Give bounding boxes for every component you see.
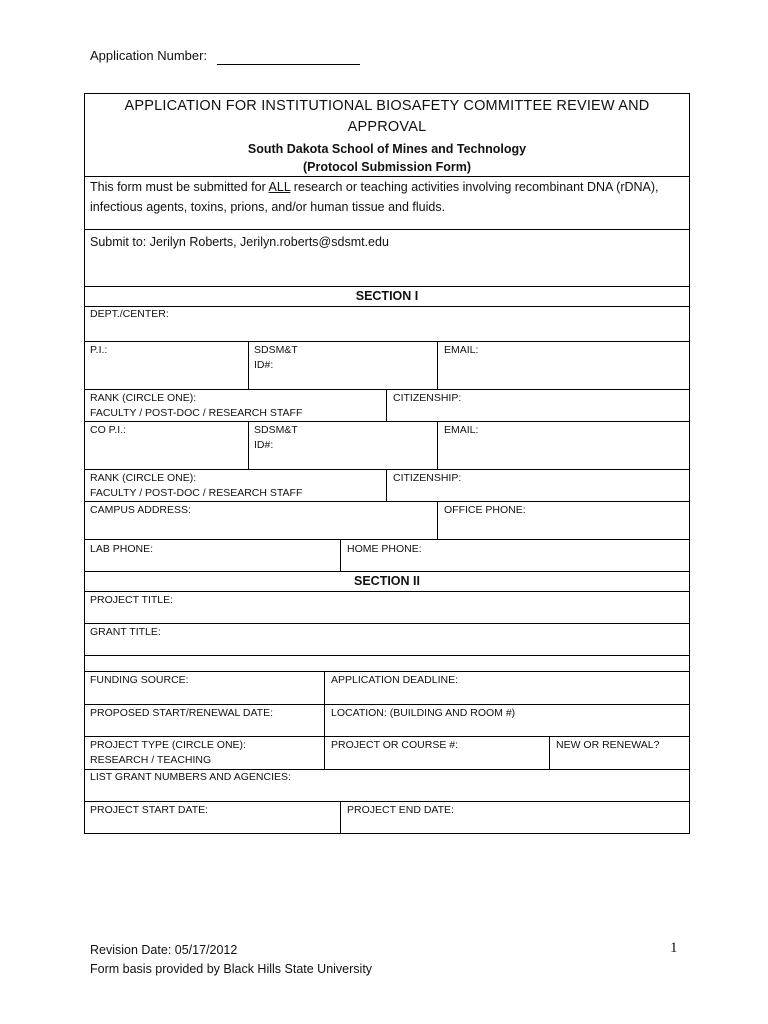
rule — [84, 341, 690, 342]
copi-field[interactable]: CO P.I.: — [90, 424, 126, 436]
pi-rank-options[interactable]: FACULTY / POST-DOC / RESEARCH STAFF — [90, 407, 303, 419]
project-title-field[interactable]: PROJECT TITLE: — [90, 594, 174, 606]
submit-to: Submit to: Jerilyn Roberts, Jerilyn.roberts@sdsmt.edu — [90, 235, 389, 249]
application-number-field[interactable] — [217, 64, 360, 65]
rule — [386, 469, 387, 501]
school-name: South Dakota School of Mines and Technology — [247, 142, 527, 156]
form-title-line2: APPROVAL — [347, 119, 427, 135]
rule — [84, 704, 690, 705]
rule — [84, 389, 690, 390]
pi-sdsmt-label: SDSM&T — [254, 344, 298, 356]
form-title-line1: APPLICATION FOR INSTITUTIONAL BIOSAFETY COMMITTEE REVIEW AND — [124, 98, 650, 114]
rule — [386, 389, 387, 421]
rule — [84, 539, 690, 540]
rule — [84, 671, 690, 672]
copi-sdsmt-label: SDSM&T — [254, 424, 298, 436]
rule — [248, 341, 249, 389]
rule — [84, 623, 690, 624]
copi-rank-options[interactable]: FACULTY / POST-DOC / RESEARCH STAFF — [90, 487, 303, 499]
pi-rank-label: RANK (CIRCLE ONE): — [90, 392, 197, 404]
application-deadline-field[interactable]: APPLICATION DEADLINE: — [331, 674, 459, 686]
copi-id-field[interactable]: ID#: — [254, 439, 274, 451]
rule — [84, 801, 690, 802]
rule — [84, 93, 690, 94]
location-field[interactable]: LOCATION: (BUILDING AND ROOM #) — [331, 707, 516, 719]
section-1-heading: SECTION I — [355, 289, 419, 303]
rule — [84, 421, 690, 422]
rule — [340, 539, 341, 571]
form-subtitle: (Protocol Submission Form) — [302, 160, 472, 174]
funding-source-field[interactable]: FUNDING SOURCE: — [90, 674, 189, 686]
rule — [84, 501, 690, 502]
project-type-label: PROJECT TYPE (CIRCLE ONE): — [90, 739, 246, 751]
project-course-field[interactable]: PROJECT OR COURSE #: — [331, 739, 458, 751]
grant-title-field[interactable]: GRANT TITLE: — [90, 626, 161, 638]
copi-email-field[interactable]: EMAIL: — [444, 424, 479, 436]
rule — [84, 306, 690, 307]
rule — [84, 229, 690, 230]
copi-citizenship-field[interactable]: CITIZENSHIP: — [393, 472, 462, 484]
intro-text: This form must be submitted for ALL research or teaching activities involving recombinant DNA (rDNA), infectious agents, toxins, prions, and/or human tissue and fluids. — [90, 180, 659, 214]
rule — [84, 571, 690, 572]
pi-citizenship-field[interactable]: CITIZENSHIP: — [393, 392, 462, 404]
proposed-start-field[interactable]: PROPOSED START/RENEWAL DATE: — [90, 707, 274, 719]
rule — [437, 501, 438, 539]
copi-rank-label: RANK (CIRCLE ONE): — [90, 472, 197, 484]
rule — [340, 801, 341, 833]
home-phone-field[interactable]: HOME PHONE: — [347, 543, 422, 555]
campus-address-field[interactable]: CAMPUS ADDRESS: — [90, 504, 191, 516]
rule — [84, 833, 690, 834]
pi-field[interactable]: P.I.: — [90, 344, 108, 356]
project-type-options[interactable]: RESEARCH / TEACHING — [90, 754, 212, 766]
revision-date: Revision Date: 05/17/2012 — [90, 943, 238, 957]
page-number: 1 — [670, 940, 678, 956]
rule — [437, 421, 438, 469]
rule — [689, 286, 690, 834]
rule — [84, 736, 690, 737]
grant-numbers-field[interactable]: LIST GRANT NUMBERS AND AGENCIES: — [90, 771, 291, 783]
new-or-renewal-field[interactable]: NEW OR RENEWAL? — [556, 739, 660, 751]
rule — [324, 671, 325, 769]
form-basis: Form basis provided by Black Hills State University — [90, 962, 373, 976]
pi-email-field[interactable]: EMAIL: — [444, 344, 479, 356]
rule — [84, 655, 690, 656]
project-end-date-field[interactable]: PROJECT END DATE: — [347, 804, 454, 816]
rule — [248, 421, 249, 469]
dept-center-field[interactable]: DEPT./CENTER: — [90, 308, 169, 320]
intro-emphasis: ALL — [268, 180, 291, 194]
rule — [549, 736, 550, 769]
application-number-label: Application Number: — [90, 48, 208, 63]
section-2-heading: SECTION II — [354, 574, 420, 588]
office-phone-field[interactable]: OFFICE PHONE: — [444, 504, 526, 516]
rule — [84, 286, 690, 287]
lab-phone-field[interactable]: LAB PHONE: — [90, 543, 154, 555]
pi-id-field[interactable]: ID#: — [254, 359, 274, 371]
rule — [437, 341, 438, 389]
project-start-date-field[interactable]: PROJECT START DATE: — [90, 804, 209, 816]
rule — [84, 286, 85, 834]
rule — [84, 469, 690, 470]
rule — [84, 591, 690, 592]
